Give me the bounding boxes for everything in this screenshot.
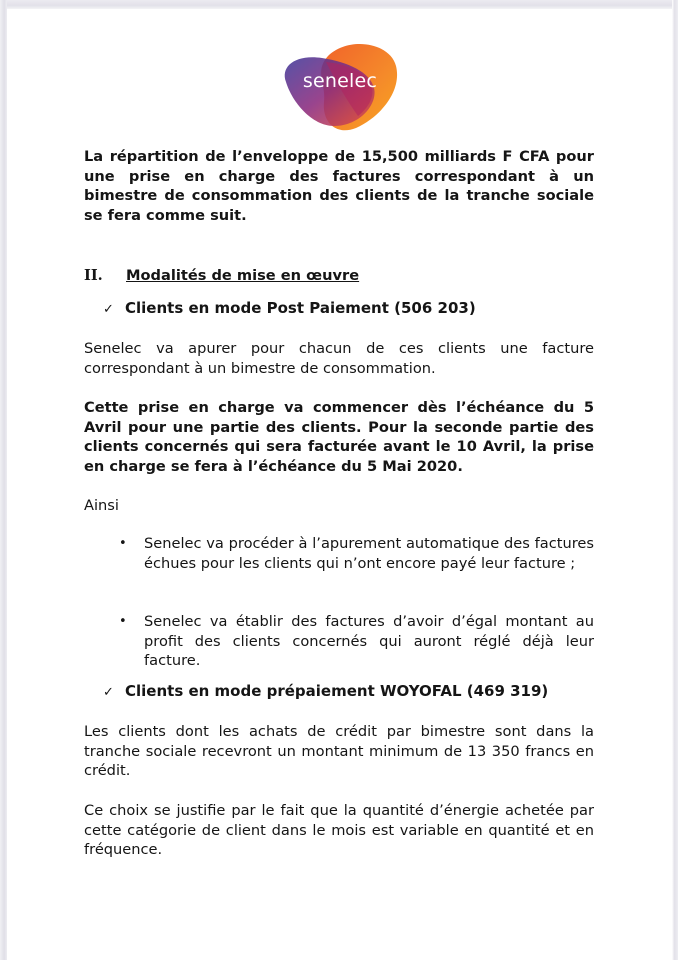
ainsi-text: Ainsi xyxy=(84,497,119,514)
postpaid-schedule-paragraph: Cette prise en charge va commencer dès l’échéance du 5 Avril pour une partie des clients. Pour la seconde partie des clients concernés qui sera facturée avant le 10 Avril, la prise en charge se fera à l’échéance du 5 Mai 2020. xyxy=(84,399,594,475)
section-number: II. xyxy=(84,267,103,284)
logo-wordmark: senelec xyxy=(302,70,378,92)
scan-border-top xyxy=(0,0,678,9)
check-item-label: Clients en mode prépaiement WOYOFAL (469 319) xyxy=(125,682,549,700)
check-item-postpaid xyxy=(103,299,476,317)
bullet-list-item xyxy=(116,534,594,573)
bullet-text: Senelec va établir des factures d’avoir d’égal montant au profit des clients concernés qui auront réglé déjà leur facture. xyxy=(144,613,594,670)
bullet-icon: • xyxy=(119,614,127,629)
check-icon: ✓ xyxy=(103,685,114,700)
prepaid-reason-paragraph: Ce choix se justifie par le fait que la quantité d’énergie achetée par cette catégorie de client dans le mois est variable en quantité et en fréquence. xyxy=(84,802,594,859)
senelec-logo xyxy=(278,42,402,134)
check-icon: ✓ xyxy=(103,302,114,317)
prepaid-credit-paragraph: Les clients dont les achats de crédit par bimestre sont dans la tranche sociale recevront un montant minimum de 13 350 francs en crédit. xyxy=(84,723,594,780)
scan-border-left xyxy=(0,0,7,960)
section-heading xyxy=(84,266,594,286)
bullet-list-item xyxy=(116,612,594,671)
postpaid-intro-paragraph: Senelec va apurer pour chacun de ces clients une facture correspondant à un bimestre de consommation. xyxy=(84,340,594,377)
check-item-prepaid xyxy=(103,682,548,700)
bullet-icon: • xyxy=(119,536,127,551)
section-title: Modalités de mise en œuvre xyxy=(126,267,360,284)
intro-paragraph: La répartition de l’enveloppe de 15,500 milliards F CFA pour une prise en charge des factures correspondant à un bimestre de consommation des clients de la tranche sociale se fera comme suit. xyxy=(84,148,594,224)
check-item-label: Clients en mode Post Paiement (506 203) xyxy=(125,299,476,317)
bullet-text: Senelec va procéder à l’apurement automatique des factures échues pour les clients qui n’ont encore payé leur facture ; xyxy=(144,535,594,572)
scan-border-right xyxy=(672,0,678,960)
